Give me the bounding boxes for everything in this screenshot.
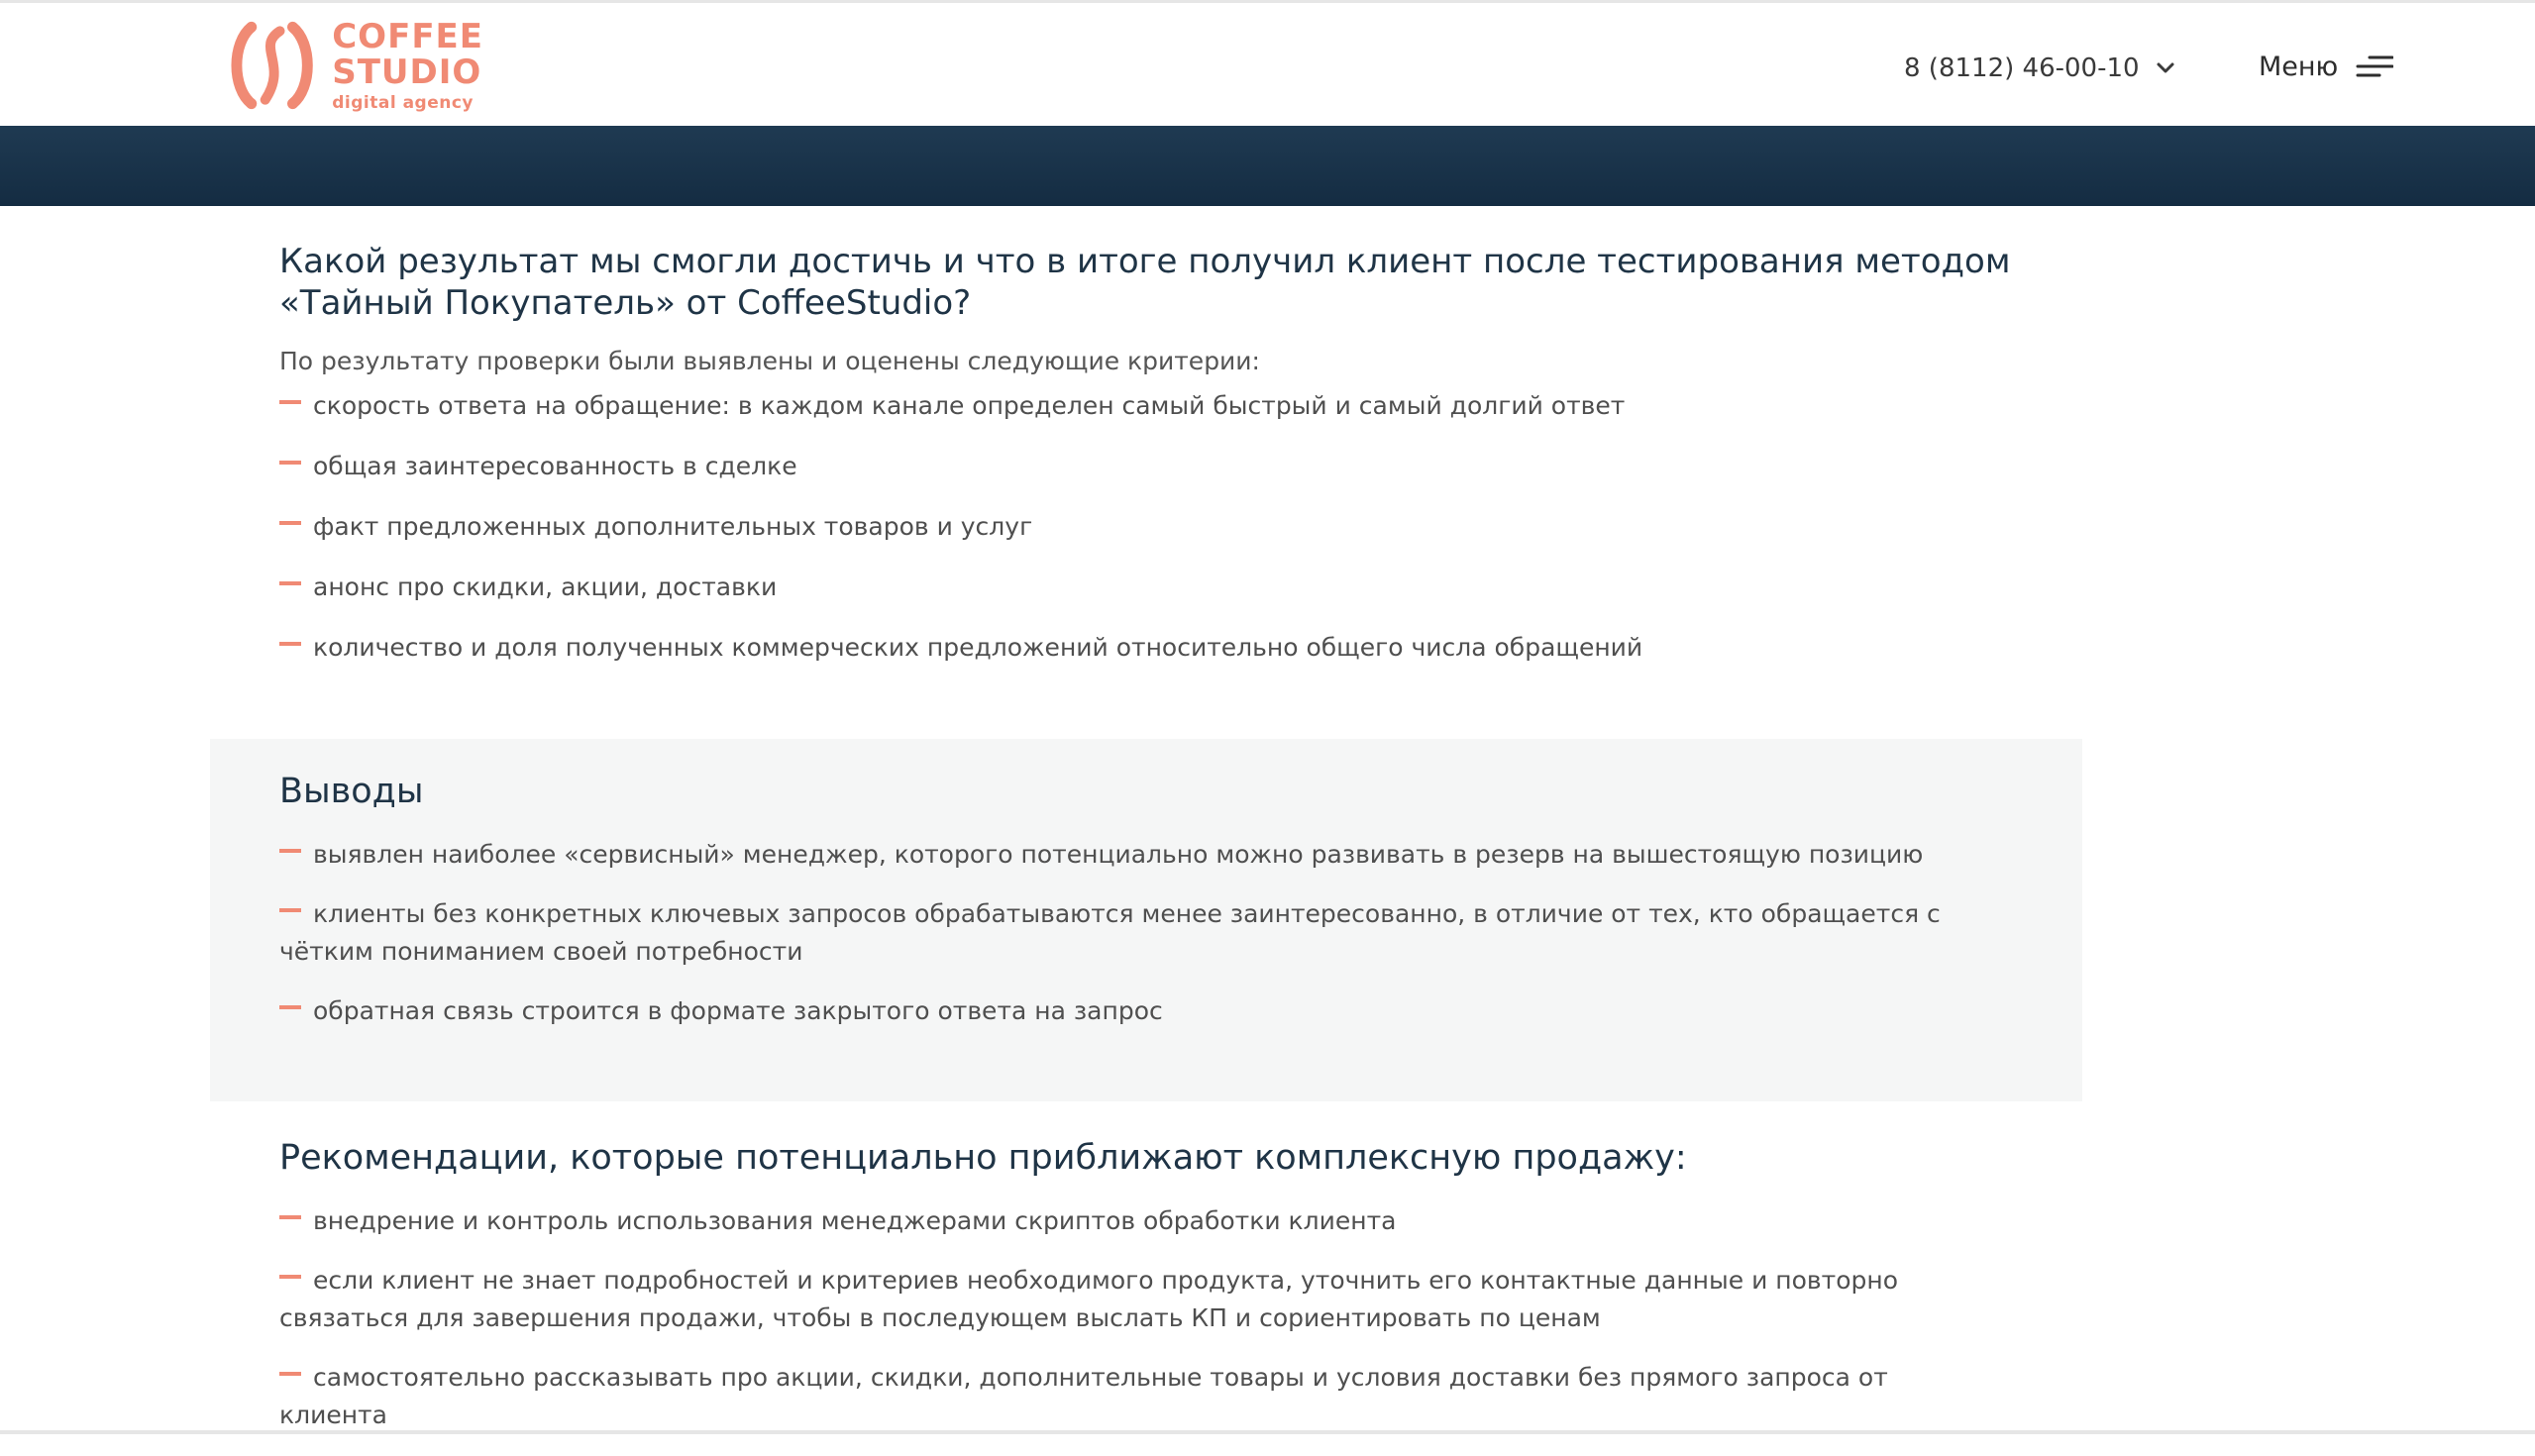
list-item: клиенты без конкретных ключевых запросов обрабатываются менее заинтересованно, в отличие от тех, кто обращается с чётким пониманием своей потребности [279, 899, 1941, 966]
dash-icon [279, 400, 301, 404]
list-item: обратная связь строится в формате закрытого ответа на запрос [279, 992, 1983, 1030]
conclusions-section [279, 769, 2023, 1052]
conclusions-title: Выводы [279, 772, 424, 811]
site-header [0, 3, 2535, 126]
list-item: самостоятельно рассказывать про акции, скидки, дополнительные товары и условия доставки без прямого запроса от клиента [279, 1363, 1888, 1429]
phone-dropdown[interactable] [1904, 49, 2175, 88]
dash-icon [279, 521, 301, 525]
recommendations-section [279, 1135, 2023, 1456]
dash-icon [279, 908, 301, 912]
logo-line-1: COFFEE [332, 16, 483, 56]
dash-icon [279, 581, 301, 585]
dash-icon [279, 461, 301, 465]
list-item: скорость ответа на обращение: в каждом канале определен самый быстрый и самый долгий ответ [279, 387, 2023, 425]
logo-line-3: digital agency [332, 92, 475, 113]
dash-icon [279, 849, 301, 853]
results-title: Какой результат мы смогли достичь и что в итоге получил клиент после тестирования методом «Тайный Покупатель» от CoffeeStudio? [279, 242, 2011, 323]
list-item: количество и доля полученных коммерческих предложений относительно общего числа обращений [279, 629, 2023, 667]
logo-text [332, 16, 483, 113]
logo-link[interactable] [226, 16, 483, 113]
list-item: общая заинтересованность в сделке [279, 448, 2023, 485]
dash-icon [279, 642, 301, 646]
list-item: выявлен наиболее «сервисный» менеджер, которого потенциально можно развивать в резерв на вышестоящую позицию [279, 836, 1983, 874]
list-item: факт предложенных дополнительных товаров и услуг [279, 508, 2023, 546]
menu-label: Меню [2259, 51, 2339, 82]
logo-mark-icon [226, 21, 318, 110]
dash-icon [279, 1005, 301, 1009]
results-intro: По результату проверки были выявлены и оценены следующие критерии: [279, 347, 1260, 375]
logo-line-2: STUDIO [332, 52, 482, 92]
recommendations-title: Рекомендации, которые потенциально приближают комплексную продажу: [279, 1138, 1687, 1178]
dash-icon [279, 1372, 301, 1376]
recommendations-list [279, 1202, 1983, 1434]
hamburger-icon [2356, 53, 2393, 79]
results-section [279, 241, 2023, 689]
hero-band [0, 126, 2535, 206]
menu-button[interactable] [2259, 47, 2393, 86]
bottom-border [0, 1430, 2535, 1434]
chevron-down-icon [2156, 61, 2175, 75]
conclusions-list [279, 836, 1983, 1030]
results-list [279, 387, 2023, 667]
list-item: если клиент не знает подробностей и критериев необходимого продукта, уточнить его контактные данные и повторно связаться для завершения продажи, чтобы в последующем выслать КП и сориентировать по ценам [279, 1266, 1899, 1332]
phone-number: 8 (8112) 46-00-10 [1904, 53, 2140, 83]
dash-icon [279, 1275, 301, 1279]
list-item: анонс про скидки, акции, доставки [279, 569, 2023, 606]
list-item: внедрение и контроль использования менеджерами скриптов обработки клиента [279, 1202, 1983, 1240]
dash-icon [279, 1215, 301, 1219]
